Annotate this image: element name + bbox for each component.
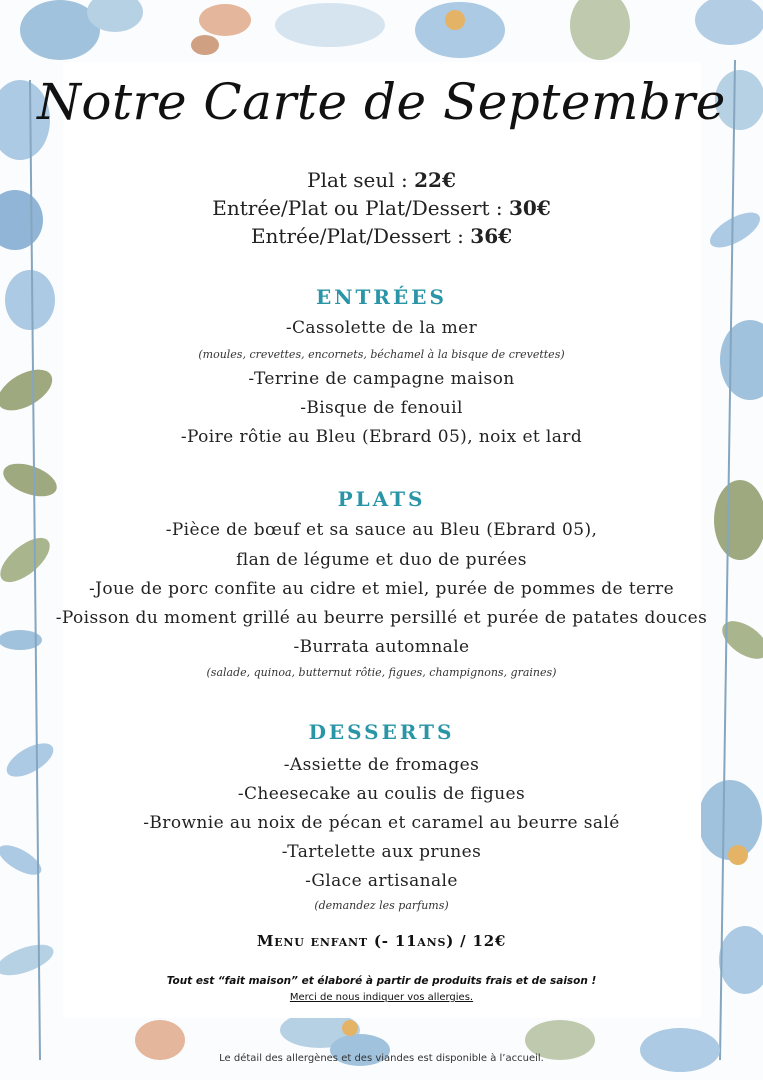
plat-item: -Poisson du moment grillé au beurre persillé et purée de patates douces — [55, 608, 708, 628]
menu-title: Notre Carte de Septembre — [37, 73, 726, 131]
entree-note: (moules, crevettes, encornets, béchamel à la bisque de crevettes) — [198, 348, 565, 361]
plats-heading: PLATS — [337, 487, 426, 511]
fait-maison-note: Tout est “fait maison” et élaboré à partir de produits frais et de saison ! — [166, 975, 597, 987]
allergies-note: Merci de nous indiquer vos allergies. — [289, 992, 474, 1003]
price-value: 36€ — [470, 224, 513, 248]
dessert-item: -Glace artisanale — [305, 871, 458, 891]
dessert-note: (demandez les parfums) — [314, 899, 449, 912]
entree-item: -Poire rôtie au Bleu (Ebrard 05), noix et lard — [180, 427, 583, 447]
desserts-heading: DESSERTS — [308, 720, 455, 744]
dessert-item: -Cheesecake au coulis de figues — [237, 784, 526, 804]
price-value: 22€ — [414, 168, 456, 192]
plat-item: -Burrata automnale — [293, 637, 470, 657]
entrees-heading: ENTRÉES — [316, 285, 447, 309]
plat-item: -Joue de porc confite au cidre et miel, purée de pommes de terre — [88, 579, 675, 599]
price-label: Entrée/Plat/Dessert : — [250, 224, 471, 248]
price-label: Entrée/Plat ou Plat/Dessert : — [212, 196, 510, 220]
price-line-2 — [0, 196, 763, 220]
kids-menu: Menu enfant (- 11ans) / 12€ — [256, 932, 507, 950]
allergen-detail-note: Le détail des allergènes et des viandes est disponible à l’accueil. — [219, 1053, 544, 1064]
price-line-3 — [0, 224, 763, 248]
price-line-1 — [0, 168, 763, 192]
plat-item: flan de légume et duo de purées — [236, 550, 527, 570]
dessert-item: -Tartelette aux prunes — [281, 842, 482, 862]
price-value: 30€ — [509, 196, 551, 220]
entree-item: -Cassolette de la mer — [285, 318, 478, 338]
entree-item: -Terrine de campagne maison — [248, 369, 515, 389]
price-label: Plat seul : — [307, 168, 415, 192]
dessert-item: -Brownie au noix de pécan et caramel au beurre salé — [143, 813, 620, 833]
dessert-item: -Assiette de fromages — [283, 755, 480, 775]
plat-note: (salade, quinoa, butternut rôtie, figues, champignons, graines) — [206, 666, 557, 679]
plat-item: -Pièce de bœuf et sa sauce au Bleu (Ebrard 05), — [165, 520, 598, 540]
entree-item: -Bisque de fenouil — [300, 398, 463, 418]
